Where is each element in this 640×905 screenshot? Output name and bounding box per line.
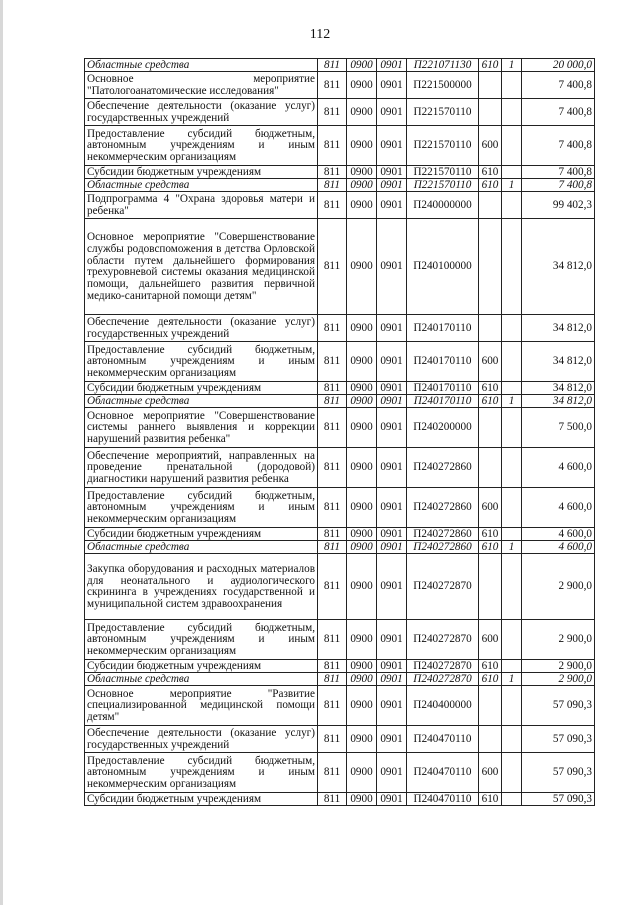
cell-name: Обеспечение мероприятий, направленных на проведение пренатальной (дородовой) диагностики нарушений развития ребенка	[85, 447, 318, 487]
cell-amount: 4 600,0	[522, 447, 595, 487]
cell-subsection: 0901	[377, 218, 407, 314]
cell-target-code: П240470110	[407, 752, 479, 792]
cell-section: 0900	[347, 314, 377, 341]
cell-amount: 34 812,0	[522, 394, 595, 407]
cell-source-code	[502, 752, 522, 792]
table-row	[85, 98, 595, 125]
cell-subsection: 0901	[377, 659, 407, 672]
cell-name: Предоставление субсидий бюджетным, автономным учреждениям и иным некоммерческим организациям	[85, 341, 318, 381]
table-row	[85, 447, 595, 487]
table-row	[85, 71, 595, 98]
cell-name: Подпрограмма 4 "Охрана здоровья матери и ребенка"	[85, 191, 318, 218]
cell-amount: 34 812,0	[522, 381, 595, 394]
cell-amount: 7 500,0	[522, 407, 595, 447]
cell-source-code	[502, 447, 522, 487]
budget-table	[84, 58, 595, 806]
cell-name: Обеспечение деятельности (оказание услуг) государственных учреждений	[85, 314, 318, 341]
cell-source-code	[502, 165, 522, 178]
cell-amount: 34 812,0	[522, 314, 595, 341]
cell-source-code	[502, 527, 522, 540]
cell-amount: 57 090,3	[522, 725, 595, 752]
cell-grbs: 811	[318, 659, 347, 672]
cell-source-code	[502, 341, 522, 381]
cell-subsection: 0901	[377, 98, 407, 125]
cell-amount: 7 400,8	[522, 178, 595, 191]
cell-grbs: 811	[318, 487, 347, 527]
cell-target-code: П240272870	[407, 553, 479, 619]
cell-subsection: 0901	[377, 59, 407, 72]
cell-section: 0900	[347, 447, 377, 487]
table-row	[85, 341, 595, 381]
cell-grbs: 811	[318, 792, 347, 805]
cell-section: 0900	[347, 191, 377, 218]
cell-amount: 2 900,0	[522, 619, 595, 659]
table-row	[85, 394, 595, 407]
table-row	[85, 178, 595, 191]
cell-amount: 2 900,0	[522, 659, 595, 672]
cell-source-code	[502, 487, 522, 527]
cell-expense-type: 610	[479, 659, 502, 672]
cell-target-code: П221071130	[407, 59, 479, 72]
cell-expense-type: 610	[479, 540, 502, 553]
table-row	[85, 619, 595, 659]
cell-name: Субсидии бюджетным учреждениям	[85, 165, 318, 178]
cell-grbs: 811	[318, 394, 347, 407]
cell-amount: 4 600,0	[522, 487, 595, 527]
cell-grbs: 811	[318, 191, 347, 218]
table-row	[85, 792, 595, 805]
cell-expense-type: 610	[479, 178, 502, 191]
cell-amount: 34 812,0	[522, 218, 595, 314]
cell-grbs: 811	[318, 685, 347, 725]
cell-section: 0900	[347, 725, 377, 752]
cell-grbs: 811	[318, 725, 347, 752]
cell-source-code	[502, 685, 522, 725]
cell-subsection: 0901	[377, 381, 407, 394]
cell-source-code: 1	[502, 59, 522, 72]
cell-subsection: 0901	[377, 672, 407, 685]
cell-grbs: 811	[318, 59, 347, 72]
cell-target-code: П221500000	[407, 71, 479, 98]
cell-expense-type	[479, 553, 502, 619]
cell-expense-type	[479, 725, 502, 752]
cell-target-code: П240100000	[407, 218, 479, 314]
cell-target-code: П240170110	[407, 394, 479, 407]
cell-grbs: 811	[318, 218, 347, 314]
cell-expense-type	[479, 407, 502, 447]
cell-subsection: 0901	[377, 685, 407, 725]
cell-section: 0900	[347, 341, 377, 381]
cell-subsection: 0901	[377, 191, 407, 218]
cell-name: Предоставление субсидий бюджетным, автономным учреждениям и иным некоммерческим организациям	[85, 487, 318, 527]
cell-expense-type	[479, 98, 502, 125]
cell-target-code: П240200000	[407, 407, 479, 447]
table-row	[85, 407, 595, 447]
cell-amount: 34 812,0	[522, 341, 595, 381]
cell-target-code: П240470110	[407, 725, 479, 752]
cell-section: 0900	[347, 527, 377, 540]
cell-name: Обеспечение деятельности (оказание услуг) государственных учреждений	[85, 98, 318, 125]
cell-subsection: 0901	[377, 487, 407, 527]
cell-amount: 7 400,8	[522, 165, 595, 178]
cell-subsection: 0901	[377, 725, 407, 752]
table-row	[85, 553, 595, 619]
table-row	[85, 218, 595, 314]
cell-grbs: 811	[318, 540, 347, 553]
cell-name: Областные средства	[85, 394, 318, 407]
cell-expense-type: 610	[479, 394, 502, 407]
cell-section: 0900	[347, 487, 377, 527]
cell-section: 0900	[347, 752, 377, 792]
table-row	[85, 381, 595, 394]
cell-grbs: 811	[318, 341, 347, 381]
cell-grbs: 811	[318, 527, 347, 540]
cell-amount: 57 090,3	[522, 792, 595, 805]
cell-expense-type	[479, 447, 502, 487]
table-row	[85, 191, 595, 218]
cell-target-code: П240272860	[407, 540, 479, 553]
cell-expense-type	[479, 685, 502, 725]
cell-expense-type: 600	[479, 125, 502, 165]
cell-section: 0900	[347, 218, 377, 314]
table-row	[85, 314, 595, 341]
cell-source-code: 1	[502, 540, 522, 553]
table-row	[85, 165, 595, 178]
cell-source-code: 1	[502, 178, 522, 191]
cell-target-code: П240272870	[407, 672, 479, 685]
cell-target-code: П221570110	[407, 178, 479, 191]
cell-expense-type	[479, 191, 502, 218]
table-row	[85, 672, 595, 685]
cell-amount: 7 400,8	[522, 71, 595, 98]
cell-expense-type: 610	[479, 792, 502, 805]
cell-name: Субсидии бюджетным учреждениям	[85, 527, 318, 540]
cell-section: 0900	[347, 165, 377, 178]
cell-name: Основное мероприятие "Совершенствование службы родовспоможения в детства Орловской области путем дальнейшего формирования трехуровневой системы оказания медицинской помощи, дальнейшего развития первичной медико-санитарной помощи детям"	[85, 218, 318, 314]
cell-target-code: П240170110	[407, 381, 479, 394]
cell-target-code: П240272870	[407, 659, 479, 672]
cell-section: 0900	[347, 125, 377, 165]
cell-source-code	[502, 71, 522, 98]
cell-source-code	[502, 659, 522, 672]
cell-amount: 7 400,8	[522, 125, 595, 165]
cell-amount: 57 090,3	[522, 685, 595, 725]
cell-amount: 2 900,0	[522, 553, 595, 619]
cell-section: 0900	[347, 672, 377, 685]
cell-section: 0900	[347, 98, 377, 125]
page-number: 112	[309, 27, 331, 42]
cell-source-code	[502, 218, 522, 314]
cell-target-code: П240272860	[407, 527, 479, 540]
cell-subsection: 0901	[377, 165, 407, 178]
cell-expense-type	[479, 218, 502, 314]
cell-source-code	[502, 553, 522, 619]
cell-expense-type: 600	[479, 487, 502, 527]
table-row	[85, 487, 595, 527]
cell-section: 0900	[347, 178, 377, 191]
cell-expense-type: 600	[479, 752, 502, 792]
cell-grbs: 811	[318, 447, 347, 487]
cell-expense-type: 610	[479, 59, 502, 72]
cell-subsection: 0901	[377, 341, 407, 381]
cell-expense-type: 600	[479, 619, 502, 659]
cell-target-code: П240400000	[407, 685, 479, 725]
cell-subsection: 0901	[377, 752, 407, 792]
cell-name: Субсидии бюджетным учреждениям	[85, 659, 318, 672]
cell-subsection: 0901	[377, 553, 407, 619]
cell-target-code: П240170110	[407, 341, 479, 381]
cell-section: 0900	[347, 394, 377, 407]
cell-amount: 20 000,0	[522, 59, 595, 72]
cell-grbs: 811	[318, 381, 347, 394]
cell-name: Субсидии бюджетным учреждениям	[85, 792, 318, 805]
cell-grbs: 811	[318, 553, 347, 619]
cell-expense-type	[479, 314, 502, 341]
cell-subsection: 0901	[377, 619, 407, 659]
cell-name: Закупка оборудования и расходных материалов для неонатального и аудиологического скрининга в учреждениях государственной и муниципальной систем здравоохранения	[85, 553, 318, 619]
cell-expense-type: 610	[479, 165, 502, 178]
cell-grbs: 811	[318, 125, 347, 165]
cell-grbs: 811	[318, 71, 347, 98]
cell-name: Субсидии бюджетным учреждениям	[85, 381, 318, 394]
cell-section: 0900	[347, 71, 377, 98]
cell-amount: 4 600,0	[522, 540, 595, 553]
cell-name: Областные средства	[85, 672, 318, 685]
cell-amount: 99 402,3	[522, 191, 595, 218]
cell-target-code: П240272860	[407, 447, 479, 487]
cell-amount: 2 900,0	[522, 672, 595, 685]
cell-subsection: 0901	[377, 125, 407, 165]
cell-grbs: 811	[318, 98, 347, 125]
cell-target-code: П240000000	[407, 191, 479, 218]
cell-expense-type	[479, 71, 502, 98]
cell-source-code	[502, 619, 522, 659]
cell-source-code	[502, 407, 522, 447]
cell-amount: 4 600,0	[522, 527, 595, 540]
cell-source-code	[502, 792, 522, 805]
cell-name: Предоставление субсидий бюджетным, автономным учреждениям и иным некоммерческим организациям	[85, 125, 318, 165]
cell-name: Предоставление субсидий бюджетным, автономным учреждениям и иным некоммерческим организациям	[85, 752, 318, 792]
cell-name: Обеспечение деятельности (оказание услуг) государственных учреждений	[85, 725, 318, 752]
cell-section: 0900	[347, 381, 377, 394]
cell-source-code	[502, 125, 522, 165]
cell-section: 0900	[347, 792, 377, 805]
cell-section: 0900	[347, 407, 377, 447]
cell-name: Предоставление субсидий бюджетным, автономным учреждениям и иным некоммерческим организациям	[85, 619, 318, 659]
table-row	[85, 659, 595, 672]
cell-name: Основное мероприятие "Совершенствование системы раннего выявления и коррекции нарушений развития ребенка"	[85, 407, 318, 447]
cell-name: Основное мероприятие "Развитие специализированной медицинской помощи детям"	[85, 685, 318, 725]
cell-amount: 57 090,3	[522, 752, 595, 792]
cell-subsection: 0901	[377, 407, 407, 447]
cell-expense-type: 610	[479, 527, 502, 540]
cell-section: 0900	[347, 659, 377, 672]
cell-subsection: 0901	[377, 394, 407, 407]
table-row	[85, 685, 595, 725]
scan-edge	[0, 0, 3, 905]
cell-grbs: 811	[318, 178, 347, 191]
cell-source-code	[502, 725, 522, 752]
cell-subsection: 0901	[377, 540, 407, 553]
cell-name: Областные средства	[85, 540, 318, 553]
cell-subsection: 0901	[377, 314, 407, 341]
cell-source-code	[502, 314, 522, 341]
cell-grbs: 811	[318, 165, 347, 178]
cell-grbs: 811	[318, 672, 347, 685]
cell-subsection: 0901	[377, 178, 407, 191]
table-row	[85, 59, 595, 72]
table-body	[85, 59, 595, 806]
cell-target-code: П240170110	[407, 314, 479, 341]
cell-grbs: 811	[318, 314, 347, 341]
cell-subsection: 0901	[377, 71, 407, 98]
cell-amount: 7 400,8	[522, 98, 595, 125]
cell-section: 0900	[347, 540, 377, 553]
cell-subsection: 0901	[377, 447, 407, 487]
cell-source-code	[502, 381, 522, 394]
cell-expense-type: 600	[479, 341, 502, 381]
cell-target-code: П221570110	[407, 98, 479, 125]
cell-section: 0900	[347, 685, 377, 725]
table-row	[85, 725, 595, 752]
cell-section: 0900	[347, 59, 377, 72]
table-row	[85, 752, 595, 792]
cell-source-code	[502, 191, 522, 218]
cell-target-code: П221570110	[407, 125, 479, 165]
table-row	[85, 527, 595, 540]
cell-section: 0900	[347, 553, 377, 619]
cell-subsection: 0901	[377, 527, 407, 540]
cell-name: Областные средства	[85, 178, 318, 191]
cell-source-code	[502, 98, 522, 125]
table-row	[85, 540, 595, 553]
cell-target-code: П240470110	[407, 792, 479, 805]
cell-source-code: 1	[502, 672, 522, 685]
cell-name: Основное мероприятие "Патологоанатомические исследования"	[85, 71, 318, 98]
cell-section: 0900	[347, 619, 377, 659]
cell-name: Областные средства	[85, 59, 318, 72]
cell-grbs: 811	[318, 619, 347, 659]
cell-subsection: 0901	[377, 792, 407, 805]
cell-expense-type: 610	[479, 381, 502, 394]
cell-expense-type: 610	[479, 672, 502, 685]
table-row	[85, 125, 595, 165]
cell-target-code: П240272860	[407, 487, 479, 527]
cell-grbs: 811	[318, 407, 347, 447]
cell-source-code: 1	[502, 394, 522, 407]
cell-target-code: П221570110	[407, 165, 479, 178]
cell-grbs: 811	[318, 752, 347, 792]
cell-target-code: П240272870	[407, 619, 479, 659]
